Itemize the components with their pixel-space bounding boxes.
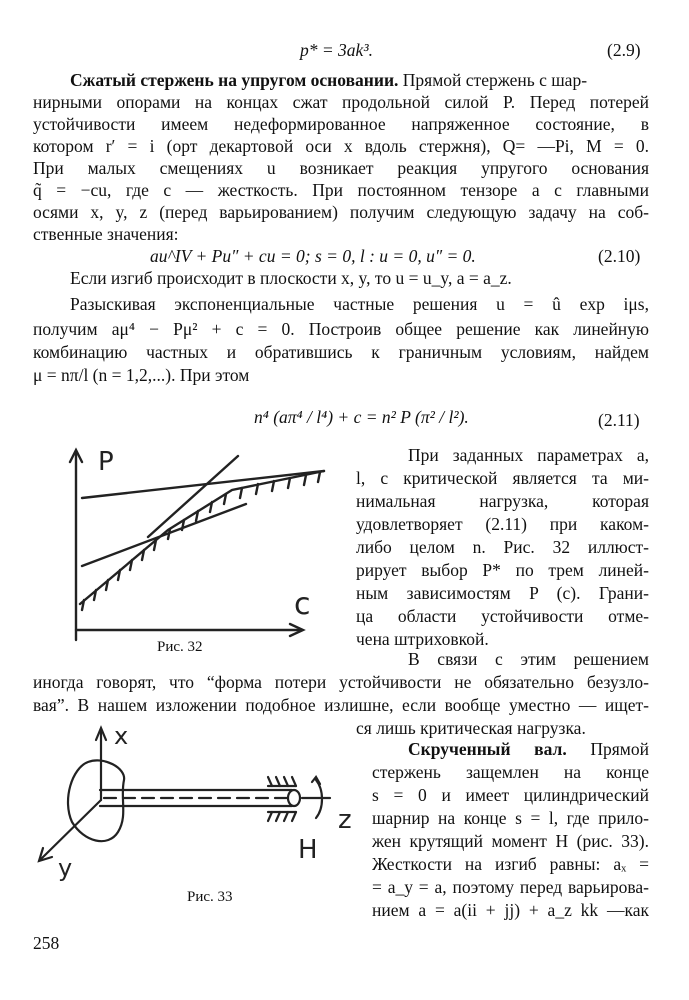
section1-line12: комбинацию частных и обратившись к граничным условиям, найдем: [33, 342, 649, 362]
section1-line10: Разыскивая экспоненциальные частные решения u = û exp iμs,: [70, 294, 649, 314]
section1-title: Сжатый стержень на упругом основании.: [70, 70, 399, 90]
equation-2-10-number: (2.10): [598, 246, 641, 266]
mid-line1: В связи с этим решением: [408, 649, 649, 669]
section1-line7: осями x, y, z (перед варьированием) получим следующую задачу на соб-: [33, 202, 649, 222]
section1-line9: Если изгиб происходит в плоскости x, y, то u = u_y, a = a_z.: [70, 268, 512, 288]
fig33-y-axis: [40, 800, 101, 860]
figure-32-caption: Рис. 32: [157, 639, 203, 655]
figure-33-caption: Рис. 33: [187, 889, 233, 905]
section1-line13: μ = nπ/l (n = 1,2,...). При этом: [33, 365, 250, 385]
right-col-line1: При заданных параметрах a,: [408, 445, 649, 465]
section2-first-line: [408, 738, 649, 760]
section1-line5: При малых смещениях u возникает реакция упругого основания: [33, 158, 649, 178]
fig33-label-z: z: [338, 805, 352, 835]
fig33-label-y: y: [58, 854, 73, 882]
right-col-line9: чена штриховкой.: [356, 629, 489, 649]
mid-line2: иногда говорят, что “форма потери устойчивости не обязательно безузло-: [33, 672, 649, 692]
right-col-line5: либо целом n. Рис. 32 иллюст-: [356, 537, 649, 557]
right-col-line4: удовлетворяет (2.11) при каком-: [356, 514, 649, 534]
section2-line8: нием a = a(ii + jj) + a_z kk —как: [372, 900, 649, 920]
section1-line2: нирными опорами на концах сжат продольной силой P. Перед потерей: [33, 92, 649, 112]
right-col-line7: ным зависимостям P (c). Грани-: [356, 583, 649, 603]
section1-line1: Прямой стержень с шар-: [402, 70, 588, 90]
right-col-line3: нимальная нагрузка, которая: [356, 491, 649, 511]
section2-line7: = a_y = a, поэтому перед варьирова-: [372, 877, 649, 897]
mid-line4: ся лишь критическая нагрузка.: [356, 718, 586, 738]
section1-line8: ственные значения:: [33, 224, 179, 244]
right-col-line2: l, c критической является та ми-: [356, 468, 649, 488]
fig32-label-p: P: [98, 447, 114, 477]
equation-2-11: n⁴ (aπ⁴ / l⁴) + c = n² P (π² / l²).: [254, 407, 469, 427]
fig33-label-x: x: [114, 722, 129, 750]
section2-line5: жен крутящий момент H (рис. 33).: [372, 831, 649, 851]
equation-2-9: p* = 3ak³.: [300, 40, 373, 60]
section2-line4: шарнир на конце s = l, где прило-: [372, 808, 649, 828]
right-col-line6: рирует выбор P* по трем линей-: [356, 560, 649, 580]
section2-line2: стержень защемлен на конце: [372, 762, 649, 782]
section1-line4: котором r′ = i (орт декартовой оси x вдоль стержня), Q= —Pi, M = 0.: [33, 136, 649, 156]
section2-line3: s = 0 и имеет цилиндрический: [372, 785, 649, 805]
equation-2-11-number: (2.11): [598, 410, 640, 430]
page-number: 258: [33, 933, 60, 953]
fig33-clamp-blob: [68, 760, 124, 841]
section1-line11: получим aμ⁴ − Pμ² + c = 0. Построив общее решение как линейную: [33, 319, 649, 339]
section2-title: Скрученный вал.: [408, 739, 567, 759]
fig33-shaft-end: [288, 790, 300, 806]
section1-line3: устойчивости имеем недеформированное напряженное состояние, в: [33, 114, 649, 134]
equation-2-10: au^IV + Pu″ + cu = 0; s = 0, l : u = 0, u″ = 0.: [150, 246, 476, 266]
section1-line6: q̃ = −cu, где c — жесткость. При постоянном тензоре a с главными: [33, 180, 649, 200]
fig33-label-h: H: [298, 835, 318, 865]
equation-2-9-number: (2.9): [607, 40, 641, 60]
right-col-line8: ца области устойчивости отме-: [356, 606, 649, 626]
fig32-label-c: c: [294, 587, 311, 622]
section2-line6: Жесткости на изгиб равны: aₓ =: [372, 854, 649, 874]
mid-line3: вая”. В нашем изложении подобное излишне, если вообще уместно — ищет-: [33, 695, 649, 715]
section2-line1: Прямой: [590, 739, 649, 759]
